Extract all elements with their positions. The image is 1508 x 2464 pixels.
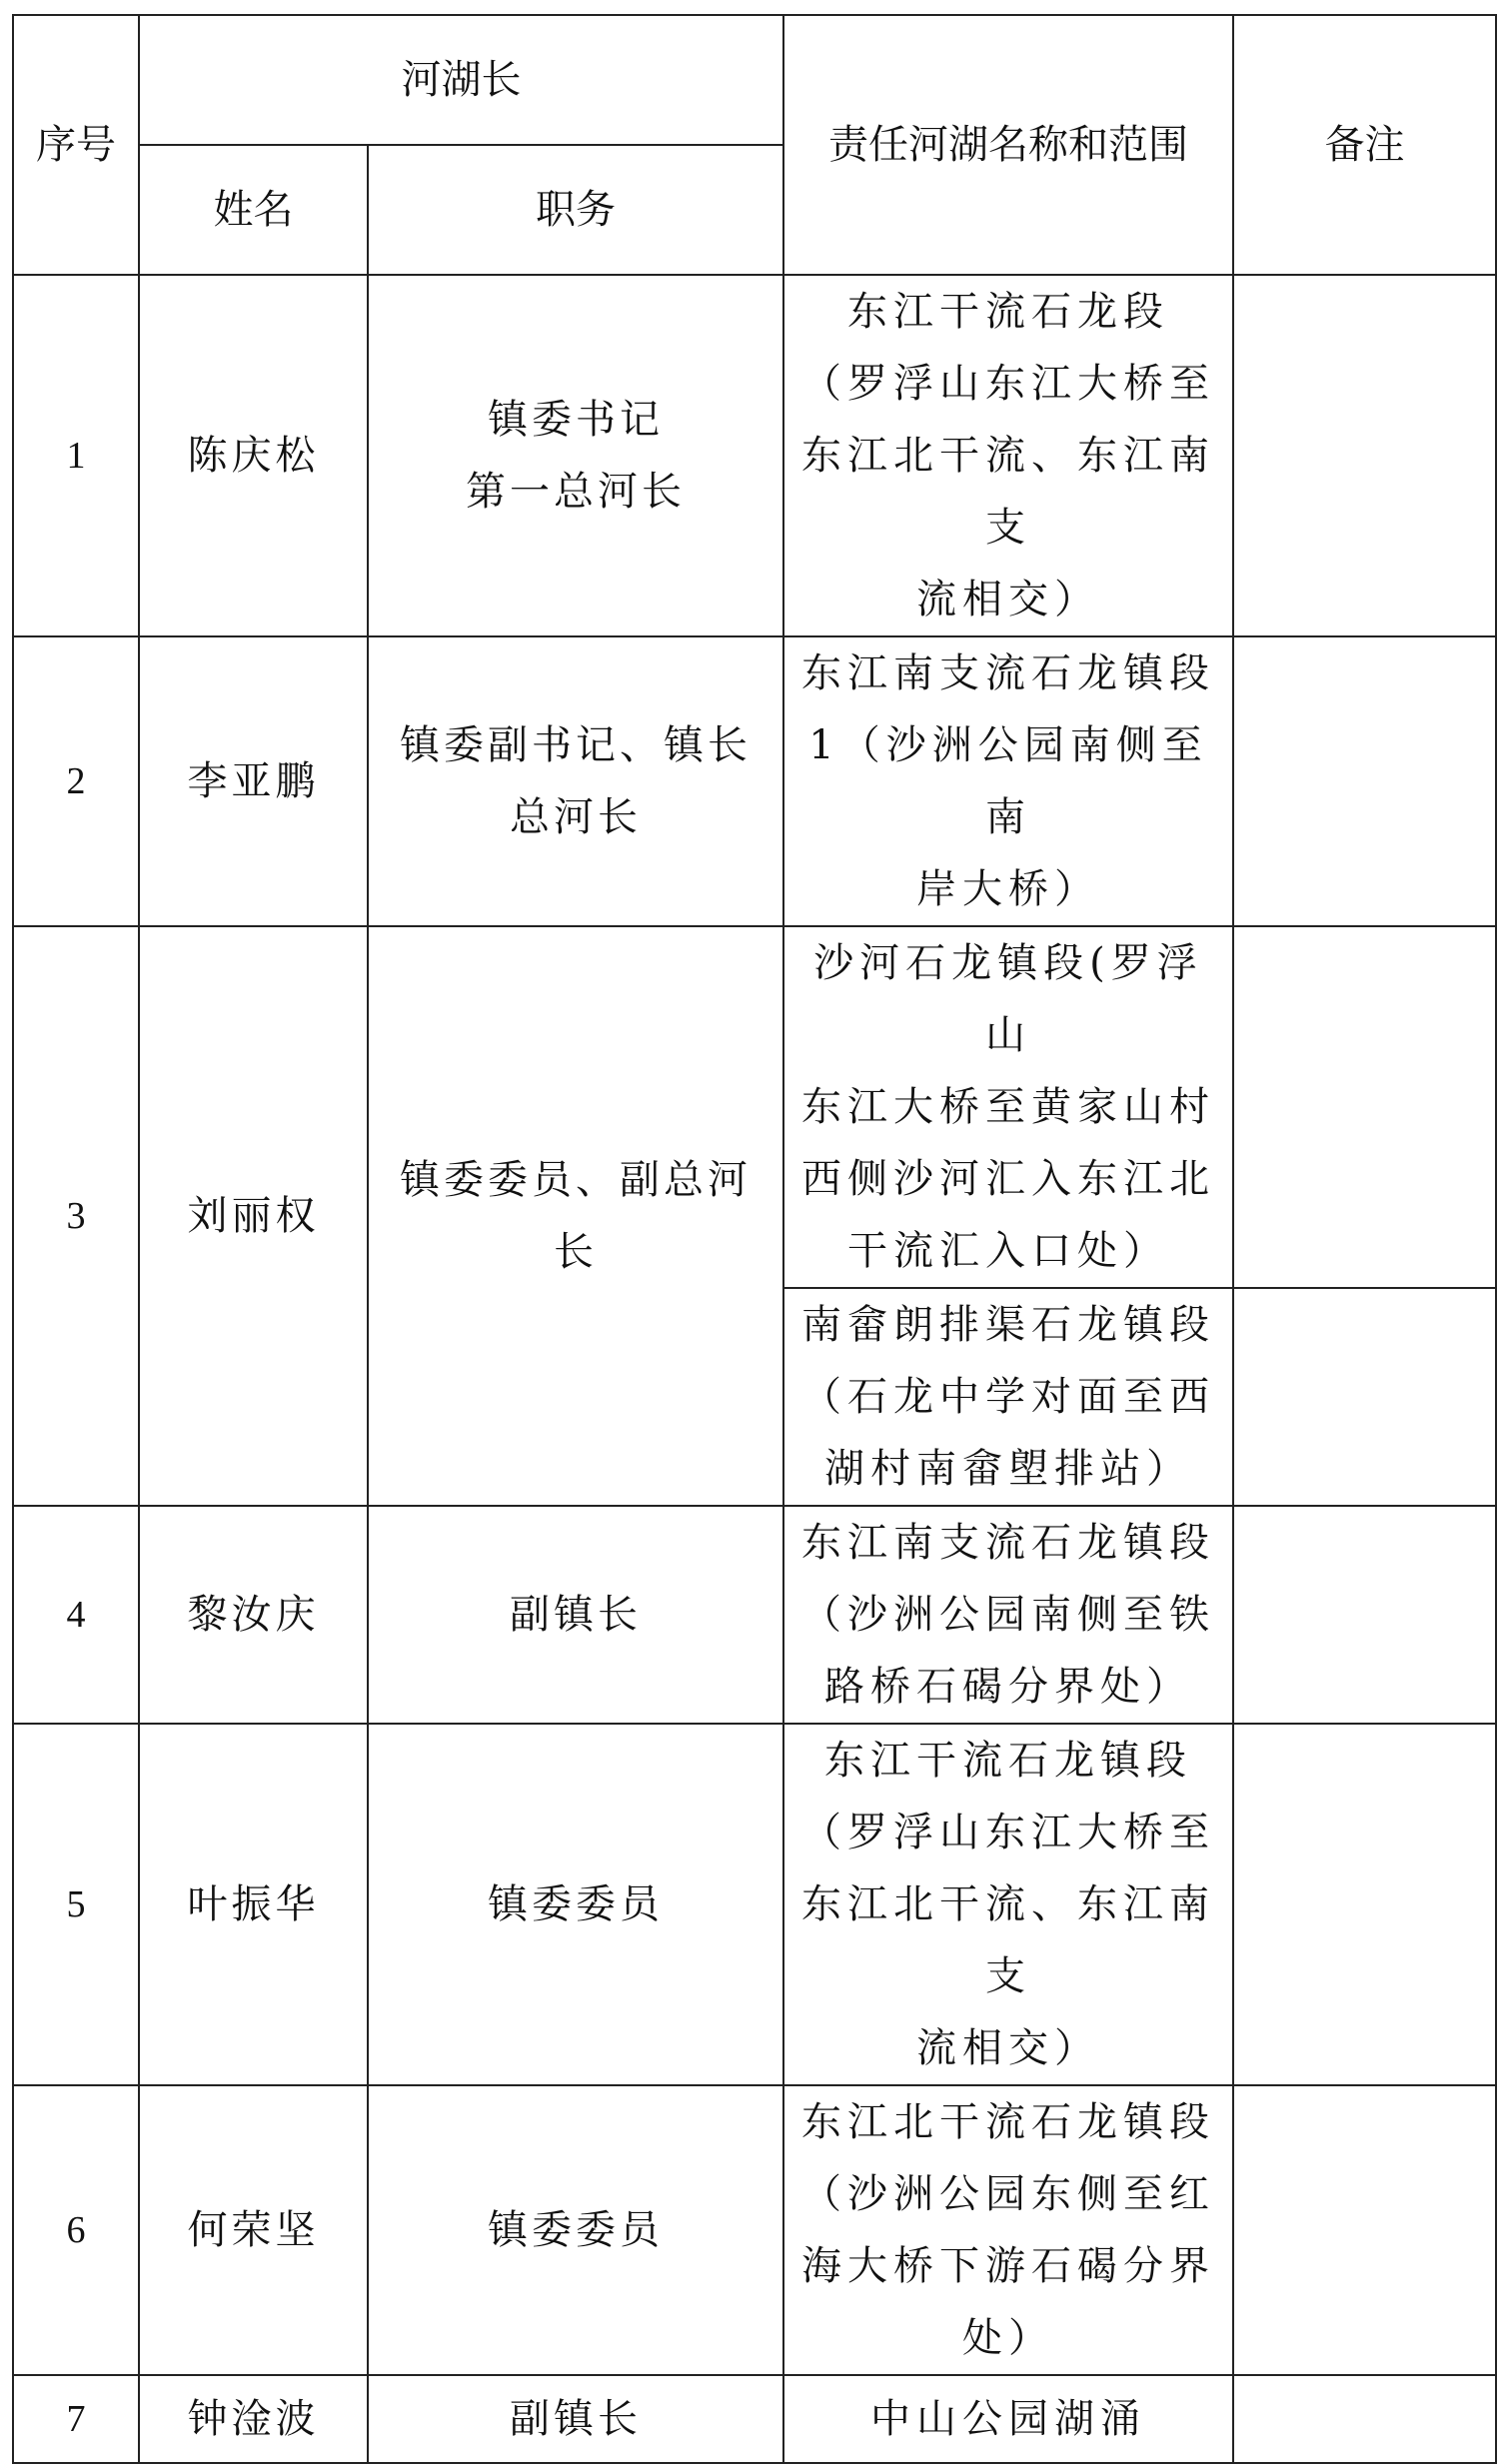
scope-cell: [783, 926, 1233, 1288]
name-cell: 陈庆松: [139, 275, 368, 636]
scope-cell: [783, 1288, 1233, 1506]
duty-line: 总河长: [510, 794, 642, 840]
scope-line: （罗浮山东江大桥至: [801, 1810, 1215, 1855]
scope-cell: [783, 1724, 1233, 2085]
seq-cell: 7: [13, 2375, 139, 2463]
seq-cell: 6: [13, 2085, 139, 2375]
scope-line: 东江北干流、东江南支: [801, 1881, 1215, 1999]
scope-line: （沙洲公园南侧至铁: [801, 1592, 1215, 1638]
duty-line: 镇委副书记、镇长: [400, 722, 752, 768]
seq-cell: 4: [13, 1506, 139, 1724]
duty-cell: [368, 636, 783, 926]
name-cell: 李亚鹏: [139, 636, 368, 926]
table-row: [13, 926, 1496, 1288]
table-row: [13, 2375, 1496, 2463]
scope-cell: [783, 2085, 1233, 2375]
name-cell: 叶振华: [139, 1724, 368, 2085]
scope-line: 1（沙洲公园南侧至南: [808, 722, 1208, 840]
scope-cell: [783, 1506, 1233, 1724]
header-name: 姓名: [139, 145, 368, 275]
duty-line: 第一总河长: [466, 469, 686, 515]
duty-cell: [368, 1724, 783, 2085]
name-cell: 何荣坚: [139, 2085, 368, 2375]
duty-cell: [368, 1506, 783, 1724]
duty-line: 镇委委员: [488, 2207, 664, 2253]
name-cell: 钟淦波: [139, 2375, 368, 2463]
duty-line: 副镇长: [510, 1592, 642, 1638]
duty-cell: [368, 2375, 783, 2463]
remark-cell: [1233, 636, 1496, 926]
header-river-chief: 河湖长: [139, 15, 783, 145]
header-duty: 职务: [368, 145, 783, 275]
seq-cell: 5: [13, 1724, 139, 2085]
duty-line: 镇委委员: [488, 1881, 664, 1927]
duty-cell: [368, 926, 783, 1506]
table-row: [13, 1724, 1496, 2085]
duty-cell: [368, 275, 783, 636]
remark-cell: [1233, 1506, 1496, 1724]
river-chief-table: [12, 14, 1497, 2464]
header-row-1: [13, 15, 1496, 145]
scope-line: 湖村南畲塱排站）: [824, 1446, 1192, 1492]
table-row: [13, 636, 1496, 926]
river-chief-table-container: [12, 14, 1497, 2464]
scope-cell: [783, 636, 1233, 926]
scope-line: 岸大桥）: [916, 866, 1100, 912]
scope-line: 西侧沙河汇入东江北: [801, 1156, 1215, 1202]
scope-line: （石龙中学对面至西: [801, 1374, 1215, 1420]
scope-line: 流相交）: [916, 577, 1100, 622]
scope-line: （罗浮山东江大桥至: [801, 361, 1215, 407]
scope-line: 东江北干流、东江南支: [801, 433, 1215, 551]
remark-cell: [1233, 1288, 1496, 1506]
scope-line: 东江干流石龙镇段: [824, 1738, 1192, 1784]
header-remark: 备注: [1233, 15, 1496, 275]
scope-line: 路桥石碣分界处）: [824, 1664, 1192, 1710]
table-row: [13, 275, 1496, 636]
scope-line: 中山公园湖涌: [870, 2396, 1146, 2442]
table-row: [13, 2085, 1496, 2375]
scope-line: 处）: [962, 2315, 1054, 2361]
remark-cell: [1233, 1724, 1496, 2085]
duty-line: 副镇长: [510, 2396, 642, 2442]
scope-cell: [783, 275, 1233, 636]
scope-line: 东江南支流石龙镇段: [801, 650, 1215, 696]
scope-line: 东江干流石龙段: [847, 289, 1169, 335]
scope-line: 海大桥下游石碣分界: [801, 2243, 1215, 2289]
name-cell: 黎汝庆: [139, 1506, 368, 1724]
scope-line: （沙洲公园东侧至红: [801, 2171, 1215, 2217]
scope-line: 南畲朗排渠石龙镇段: [801, 1302, 1215, 1348]
seq-cell: 3: [13, 926, 139, 1506]
scope-line: 流相交）: [916, 2025, 1100, 2071]
header-scope: 责任河湖名称和范围: [783, 15, 1233, 275]
table-row: [13, 1506, 1496, 1724]
scope-line: 东江北干流石龙镇段: [801, 2099, 1215, 2145]
header-seq: 序号: [13, 15, 139, 275]
scope-cell: [783, 2375, 1233, 2463]
duty-line: 镇委委员、副总河长: [400, 1157, 752, 1275]
duty-cell: [368, 2085, 783, 2375]
scope-line: 东江大桥至黄家山村: [801, 1084, 1215, 1130]
remark-cell: [1233, 2085, 1496, 2375]
scope-line: 干流汇入口处）: [847, 1228, 1169, 1274]
seq-cell: 1: [13, 275, 139, 636]
remark-cell: [1233, 926, 1496, 1288]
scope-line: 东江南支流石龙镇段: [801, 1520, 1215, 1566]
scope-line: 沙河石龙镇段(罗浮山: [813, 940, 1203, 1058]
duty-line: 镇委书记: [488, 397, 664, 443]
name-cell: 刘丽权: [139, 926, 368, 1506]
remark-cell: [1233, 2375, 1496, 2463]
seq-cell: 2: [13, 636, 139, 926]
remark-cell: [1233, 275, 1496, 636]
